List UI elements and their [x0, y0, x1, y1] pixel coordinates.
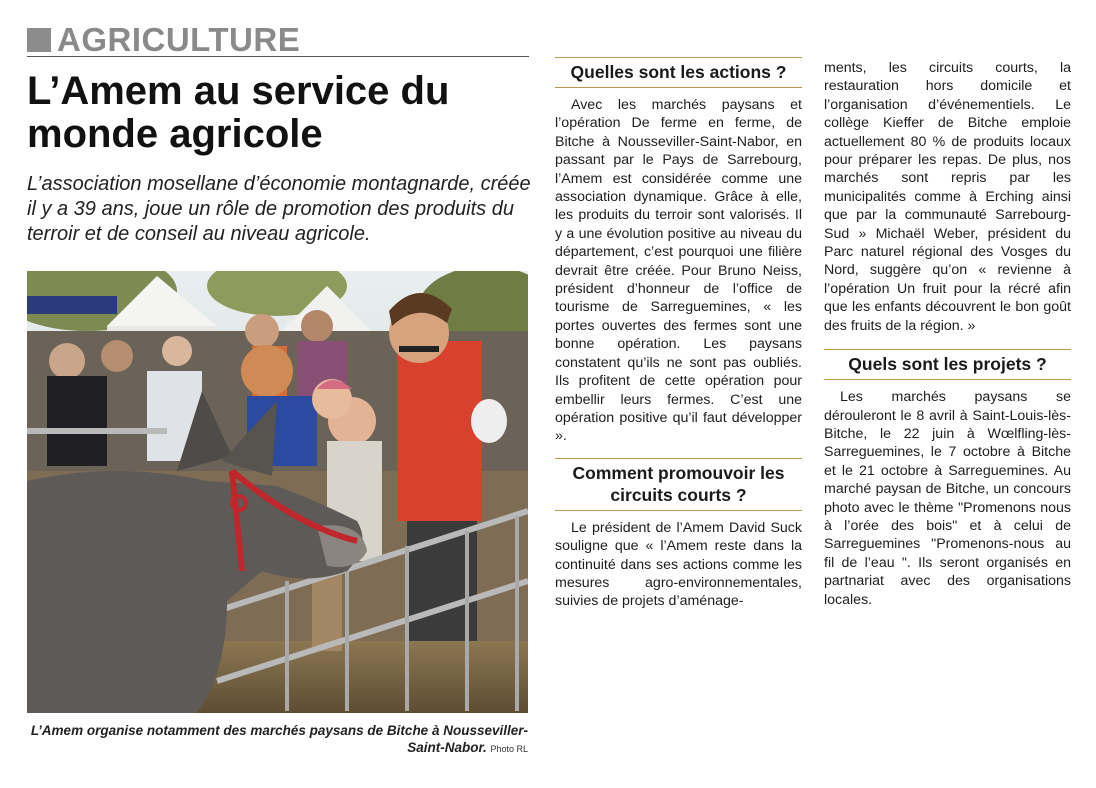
subheading-actions-text: Quelles sont les actions ? [570, 62, 787, 82]
photo-credit: Photo RL [490, 744, 528, 754]
subheading-circuits [555, 458, 802, 511]
subheading-circuits-text: Comment promouvoir les circuits courts ? [572, 462, 785, 505]
section-label: AGRICULTURE [57, 21, 301, 58]
donkey-market-photo [27, 271, 528, 713]
subheading-projets [824, 349, 1071, 380]
article-photo [27, 271, 528, 713]
paragraph-actions: Avec les marchés paysans et l’opération De ferme en ferme, de Bitche à Nousseviller-Saint-Nabor, en passant par le Pays de Sarrebourg, l’Amem est considérée comme une association dynamique. Grâce à elle, les produits du terroir sont valorisés. Il y a une évolution positive au niveau du département, c’est pourquoi une filière devrait être créée. Pour Bruno Neiss, président d’honneur de l’office de tourisme de Sarreguemines, « les portes ouvertes des fermes sont une bonne opération. Les paysans constatent qu’ils ne sont pas oubliés. Ils profitent de cette opération pour embellir leurs fermes. C’est une opération positive qu’il faut développer ». [555, 97, 802, 445]
paragraph-projets: Les marchés paysans se dérouleront le 8 avril à Saint-Louis-lès-Bitche, le 22 juin à Wœlfling-lès-Sarreguemines, le 7 octobre à Bitche et le 21 octobre à Sarreguemines. Au marché paysan de Bitche, un concours photo avec le thème "Promenons nous à l’orée des bois" et à celui de Sarreguemines "Promenons-nous au fil de l’eau ". Ils seront organisés en partnariat avec des organisations locales. [824, 389, 1071, 608]
article-headline: L’Amem au service du monde agricole [27, 69, 450, 156]
column-right [824, 57, 1071, 609]
article-standfirst: L’association mosellane d’économie montagnarde, créée il y a 39 ans, joue un rôle de promotion des produits du terroir et de conseil au niveau agricole. [27, 173, 531, 245]
paragraph-circuits: Le président de l’Amem David Suck souligne que « l’Amem reste dans la continuité dans ses actions comme les mesures agro-environnementales, suivies de projets d’aménage- [555, 519, 802, 610]
caption-text: L’Amem organise notamment des marchés paysans de Bitche à Nousseviller-Saint-Nabor. [30, 723, 528, 755]
subheading-actions [555, 57, 802, 88]
column-middle [555, 57, 802, 611]
photo-caption [27, 722, 528, 758]
paragraph-circuits-continued: ments, les circuits courts, la restauration hors domicile et l’organisation d’événementiels. Le collège Kieffer de Bitche emploie actuellement 80 % de produits locaux pour préparer les repas. De plus, nos marchés sont repris par les municipalités comme à Erching ainsi que par la communauté Sarrebourg-Sud » Michaël Weber, président du Parc naturel régional des Vosges du Nord, suggère qu’on « revienne à l’opération Un fruit pour la récré afin que les enfants découvrent le bon goût des fruits de la région. » [824, 60, 1071, 334]
section-header [27, 22, 529, 57]
subheading-projets-text: Quels sont les projets ? [848, 354, 1047, 375]
section-marker [27, 28, 51, 52]
